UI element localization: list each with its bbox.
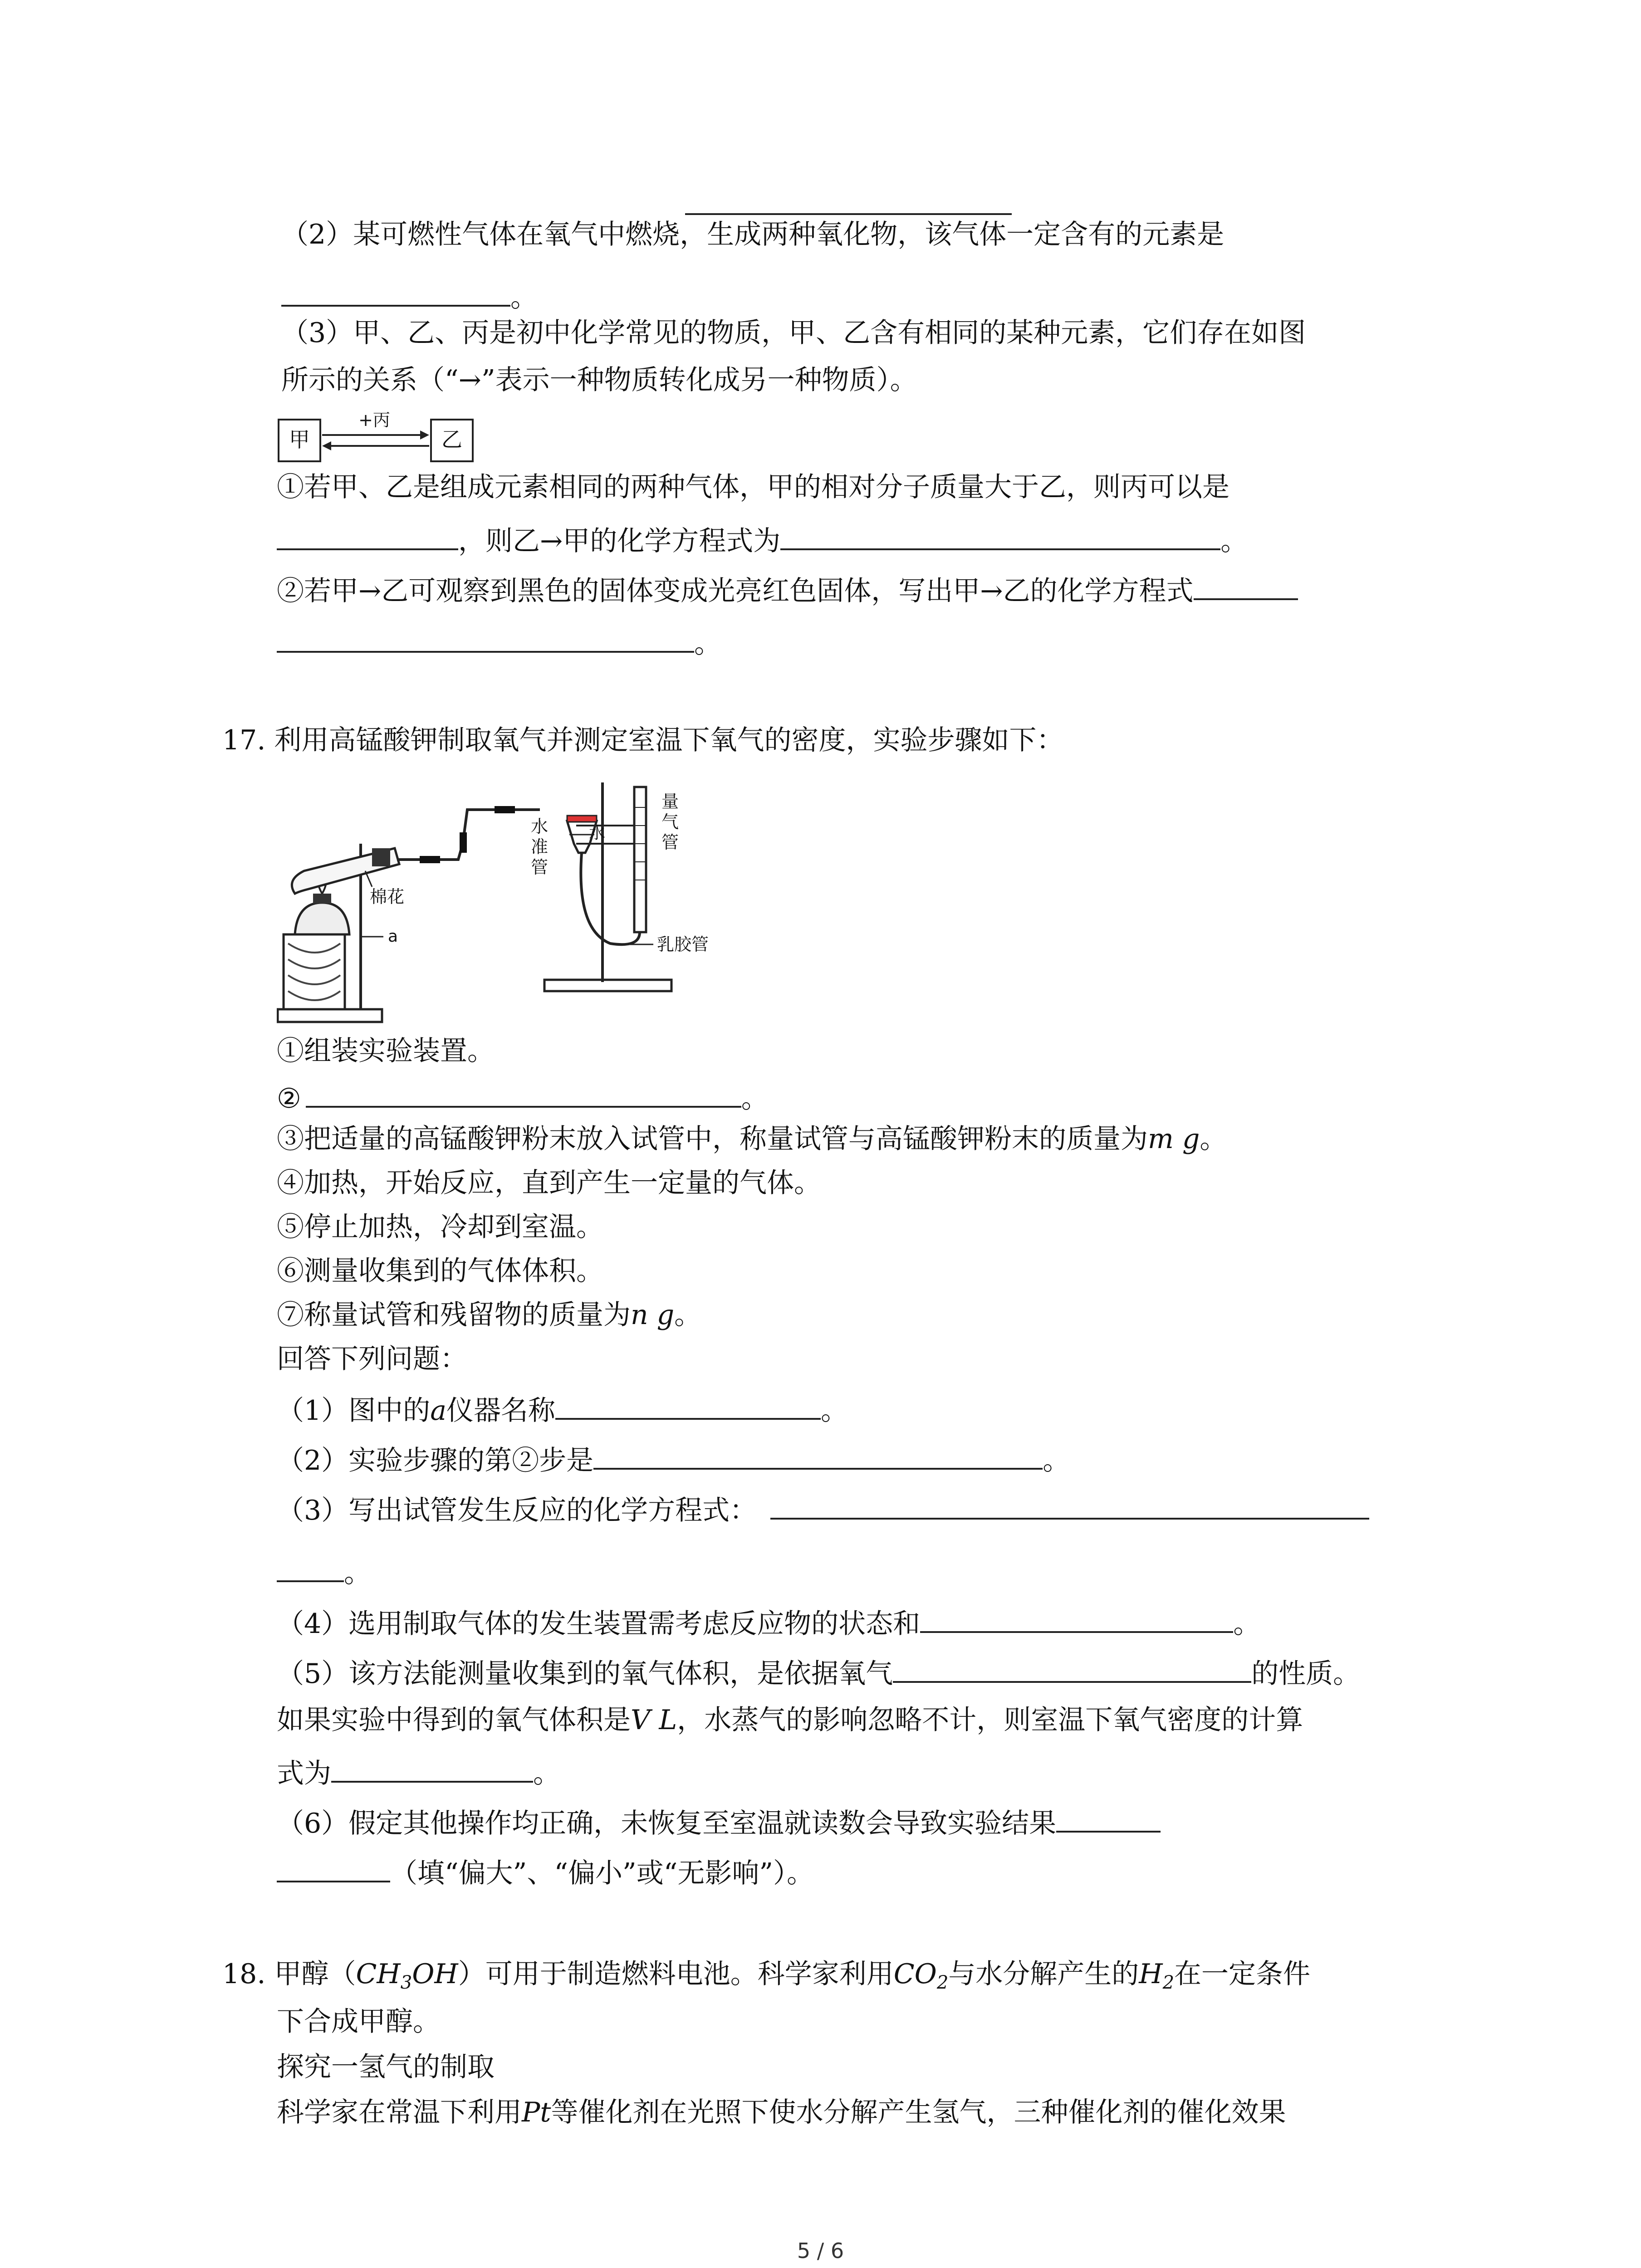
label-level-tube-3: 管 (531, 857, 549, 877)
answer-blank[interactable] (1194, 568, 1298, 600)
var-m: m g (1148, 1123, 1200, 1155)
q17-sub5-text: （5）该方法能测量收集到的氧气体积，是依据氧气 (277, 1658, 893, 1690)
arrowhead-back (322, 441, 331, 450)
q17-sub2-text: （2）实验步骤的第②步是 (277, 1445, 594, 1476)
q17-sub5-line2-b: ，水蒸气的影响忽略不计，则室温下氧气密度的计算 (677, 1704, 1303, 1736)
q18-line4-a: 科学家在常温下利用 (277, 2097, 522, 2128)
answer-prompt: 回答下列问题： (277, 1343, 467, 1375)
step-4: ④加热，开始反应，直到产生一定量的气体。 (277, 1167, 821, 1199)
q17-sub1-b: 仪器名称 (446, 1395, 555, 1427)
q17-sub5 (277, 1651, 1360, 1693)
step-7 (277, 1296, 701, 1334)
answer-blank[interactable] (593, 1438, 1043, 1470)
formula-h: H (1139, 1958, 1163, 1990)
answer-blank[interactable] (920, 1601, 1233, 1633)
punct: 。 (1233, 1608, 1261, 1640)
q16-sub1-line1: ①若甲、乙是组成元素相同的两种气体，甲的相对分子质量大于乙，则丙可以是 (277, 471, 1230, 503)
answer-blank[interactable] (1056, 1801, 1161, 1833)
q18-line1-a: 18. 甲醇（ (222, 1958, 356, 1990)
box-yi-label: 乙 (441, 427, 462, 452)
q18-line1-c: 与水分解产生的 (948, 1958, 1139, 1990)
punct: 。 (820, 1395, 848, 1427)
label-burette-1: 量 (661, 792, 679, 811)
q16-sub2-text: ②若甲→乙可观察到黑色的固体变成光亮红色固体，写出甲→乙的化学方程式 (277, 575, 1194, 607)
stand-base-left (278, 1009, 382, 1022)
punct: 。 (1043, 1445, 1070, 1476)
answer-blank[interactable] (306, 1076, 741, 1108)
q17-sub1 (277, 1388, 848, 1430)
q18-line1-b: ）可用于制造燃料电池。科学家利用 (458, 1958, 894, 1990)
conversion-diagram (277, 406, 485, 469)
q16-sub1-line2 (277, 518, 1248, 560)
q17-sub3-text: （3）写出试管发生反应的化学方程式： (277, 1495, 757, 1526)
q16-part3-line1: （3）甲、乙、丙是初中化学常见的物质，甲、乙含有相同的某种元素，它们存在如图 (281, 317, 1306, 349)
punct: 。 (1200, 1123, 1227, 1155)
var-a: a (430, 1395, 446, 1427)
q17-sub3 (277, 1488, 1369, 1530)
q17-sub5-line2 (277, 1701, 1303, 1739)
q17-sub5-line3 (277, 1751, 560, 1793)
label-a: a (388, 927, 398, 946)
formula-co: CO (893, 1958, 937, 1990)
stand-base-right (544, 980, 671, 991)
label-rubber-tube: 乳胶管 (657, 934, 709, 954)
q16-part2-line2 (281, 275, 538, 317)
q18-line1 (222, 1955, 1310, 2002)
q18-line4 (277, 2093, 1286, 2131)
gas-burette (634, 787, 646, 932)
step-1: ①组装实验装置。 (277, 1035, 495, 1067)
step-5: ⑤停止加热，冷却到室温。 (277, 1211, 603, 1243)
formula-sub-2: 2 (936, 1972, 949, 1993)
answer-blank[interactable] (281, 275, 510, 307)
label-level-tube-2: 准 (531, 837, 549, 857)
q17-sub6-line2-text: （填“偏大”、“偏小”或“无影响”）。 (390, 1857, 814, 1889)
punct: 。 (533, 1758, 560, 1789)
answer-blank[interactable] (277, 1851, 390, 1882)
answer-blank[interactable] (277, 1550, 344, 1582)
q17-sub2 (277, 1438, 1070, 1480)
apparatus-figure (277, 780, 848, 1025)
punct: 。 (1220, 525, 1248, 557)
punct: 。 (674, 1299, 702, 1331)
answer-blank[interactable] (770, 1488, 1369, 1520)
q17-sub6-line2 (277, 1851, 814, 1892)
answer-blank[interactable] (780, 518, 1220, 550)
answer-blank[interactable] (685, 213, 1012, 215)
var-v: V L (631, 1704, 677, 1736)
clamp (372, 848, 390, 866)
step-2 (277, 1076, 769, 1118)
formula-sub-3: 3 (400, 1972, 412, 1993)
q16-part2-text: （2）某可燃性气体在氧气中燃烧，生成两种氧化物，该气体一定含有的元素是 (281, 219, 1225, 250)
q16-sub2-line1 (277, 568, 1298, 610)
answer-blank[interactable] (893, 1651, 1251, 1683)
q16-sub1-mid: ，则乙→甲的化学方程式为 (458, 525, 781, 557)
q17-sub6 (277, 1801, 1161, 1843)
step-7-text: ⑦称量试管和残留物的质量为 (277, 1299, 631, 1331)
label-burette-3: 管 (661, 832, 679, 852)
q17-sub5-line3-text: 式为 (277, 1758, 331, 1789)
alcohol-lamp (295, 903, 349, 934)
label-water: 水 (589, 824, 606, 842)
formula-ch: CH (356, 1958, 401, 1990)
q18-line4-b: 等催化剂在光照下使水分解产生氢气，三种催化剂的催化效果 (551, 2097, 1286, 2128)
q17-sub5-line2-a: 如果实验中得到的氧气体积是 (277, 1704, 631, 1736)
answer-blank[interactable] (277, 518, 458, 550)
q18-line2: 下合成甲醇。 (277, 2006, 440, 2038)
punct: 。 (510, 282, 538, 313)
label-burette-2: 气 (661, 812, 679, 832)
punct: 。 (741, 1083, 769, 1114)
answer-blank[interactable] (277, 621, 694, 653)
step-3 (277, 1120, 1227, 1158)
q17-title: 17. 利用高锰酸钾制取氧气并测定室温下氧气的密度，实验步骤如下： (222, 724, 1064, 756)
q17-sub1-a: （1）图中的 (277, 1395, 431, 1427)
arrow-label: +丙 (358, 410, 390, 430)
q16-part3-line2: 所示的关系（“→”表示一种物质转化成另一种物质）。 (281, 364, 917, 396)
arrowhead-forward (420, 430, 429, 440)
step-6: ⑥测量收集到的气体体积。 (277, 1255, 603, 1287)
q17-sub4-text: （4）选用制取气体的发生装置需考虑反应物的状态和 (277, 1608, 921, 1640)
step-2-num: ② (277, 1083, 301, 1114)
formula-sub-2: 2 (1162, 1972, 1175, 1993)
q18-line1-d: 在一定条件 (1174, 1958, 1311, 1990)
punct: 。 (694, 628, 721, 660)
label-level-tube-1: 水 (531, 816, 549, 836)
q17-sub6-text: （6）假定其他操作均正确，未恢复至室温就读数会导致实验结果 (277, 1808, 1057, 1839)
rubber-tube (581, 853, 640, 944)
formula-pt: Pt (522, 2097, 551, 2128)
box-jia-label: 甲 (289, 427, 310, 452)
q17-sub4 (277, 1601, 1260, 1643)
formula-oh: OH (412, 1958, 458, 1990)
answer-blank[interactable] (555, 1388, 821, 1420)
label-cotton: 棉花 (370, 887, 405, 907)
delivery-tube (397, 810, 540, 860)
step-3-text: ③把适量的高锰酸钾粉末放入试管中，称量试管与高锰酸钾粉末的质量为 (277, 1123, 1148, 1155)
answer-blank[interactable] (331, 1751, 533, 1783)
q18-line3: 探究一氢气的制取 (277, 2051, 495, 2083)
var-n: n g (631, 1299, 675, 1331)
q16-sub2-line2 (277, 621, 721, 663)
page-number: 5 / 6 (797, 2239, 844, 2263)
q17-sub3-line2 (277, 1550, 371, 1592)
q17-sub5-end: 的性质。 (1251, 1658, 1361, 1690)
punct: 。 (344, 1557, 371, 1589)
